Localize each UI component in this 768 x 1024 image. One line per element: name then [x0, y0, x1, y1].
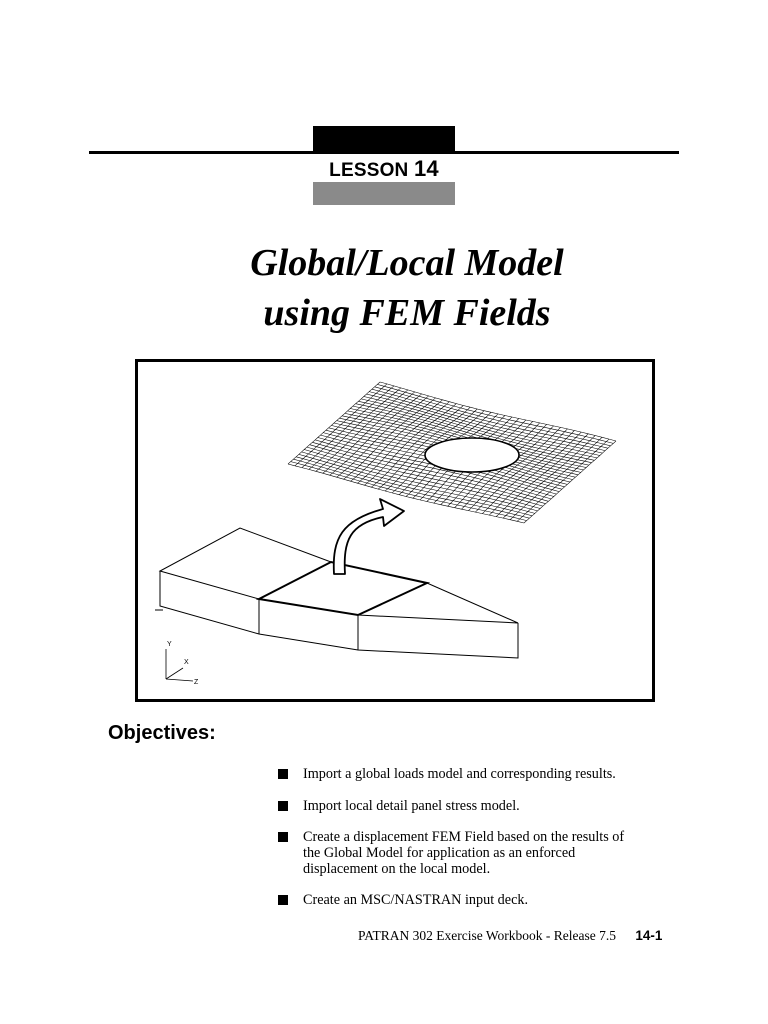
axis-triad	[166, 649, 193, 681]
axis-z-label: Z	[194, 679, 199, 686]
title-line-1: Global/Local Model	[250, 242, 564, 284]
page-title	[100, 238, 714, 338]
mesh-line	[351, 400, 443, 481]
model-illustration	[138, 362, 652, 699]
lesson-label	[313, 156, 455, 182]
axis-x-label: X	[184, 659, 189, 666]
objective-item: Import a global loads model and corresponding results.	[278, 766, 698, 782]
objectives-heading: Objectives:	[108, 722, 216, 744]
objective-item: Create an MSC/NASTRAN input deck.	[278, 892, 698, 908]
title-line-2: using FEM Fields	[263, 292, 551, 334]
transfer-arrow	[334, 499, 404, 574]
header-rule	[89, 151, 679, 154]
bullet-square-icon	[278, 801, 288, 811]
page-footer	[358, 928, 662, 944]
bullet-square-icon	[278, 769, 288, 779]
footer-text: PATRAN 302 Exercise Workbook - Release 7.5	[358, 928, 617, 943]
lesson-tab-gray	[313, 182, 455, 205]
lesson-word: LESSON	[329, 160, 409, 181]
objectives-list	[278, 766, 698, 923]
lesson-tab-black	[313, 126, 455, 152]
bullet-square-icon	[278, 895, 288, 905]
objective-item: Import local detail panel stress model.	[278, 798, 698, 814]
bullet-square-icon	[278, 832, 288, 842]
mesh-line	[524, 441, 616, 523]
axis-y-label: Y	[167, 641, 172, 648]
mesh-line	[380, 382, 616, 441]
lesson-number: 14	[413, 156, 439, 181]
model-figure	[135, 359, 655, 702]
page-number: 14-1	[635, 928, 663, 943]
mesh-line	[517, 439, 609, 521]
mesh-hole	[425, 438, 519, 472]
objective-item: Create a displacement FEM Field based on the results of the Global Model for application as an enforced displacement on the local model.	[278, 829, 698, 877]
